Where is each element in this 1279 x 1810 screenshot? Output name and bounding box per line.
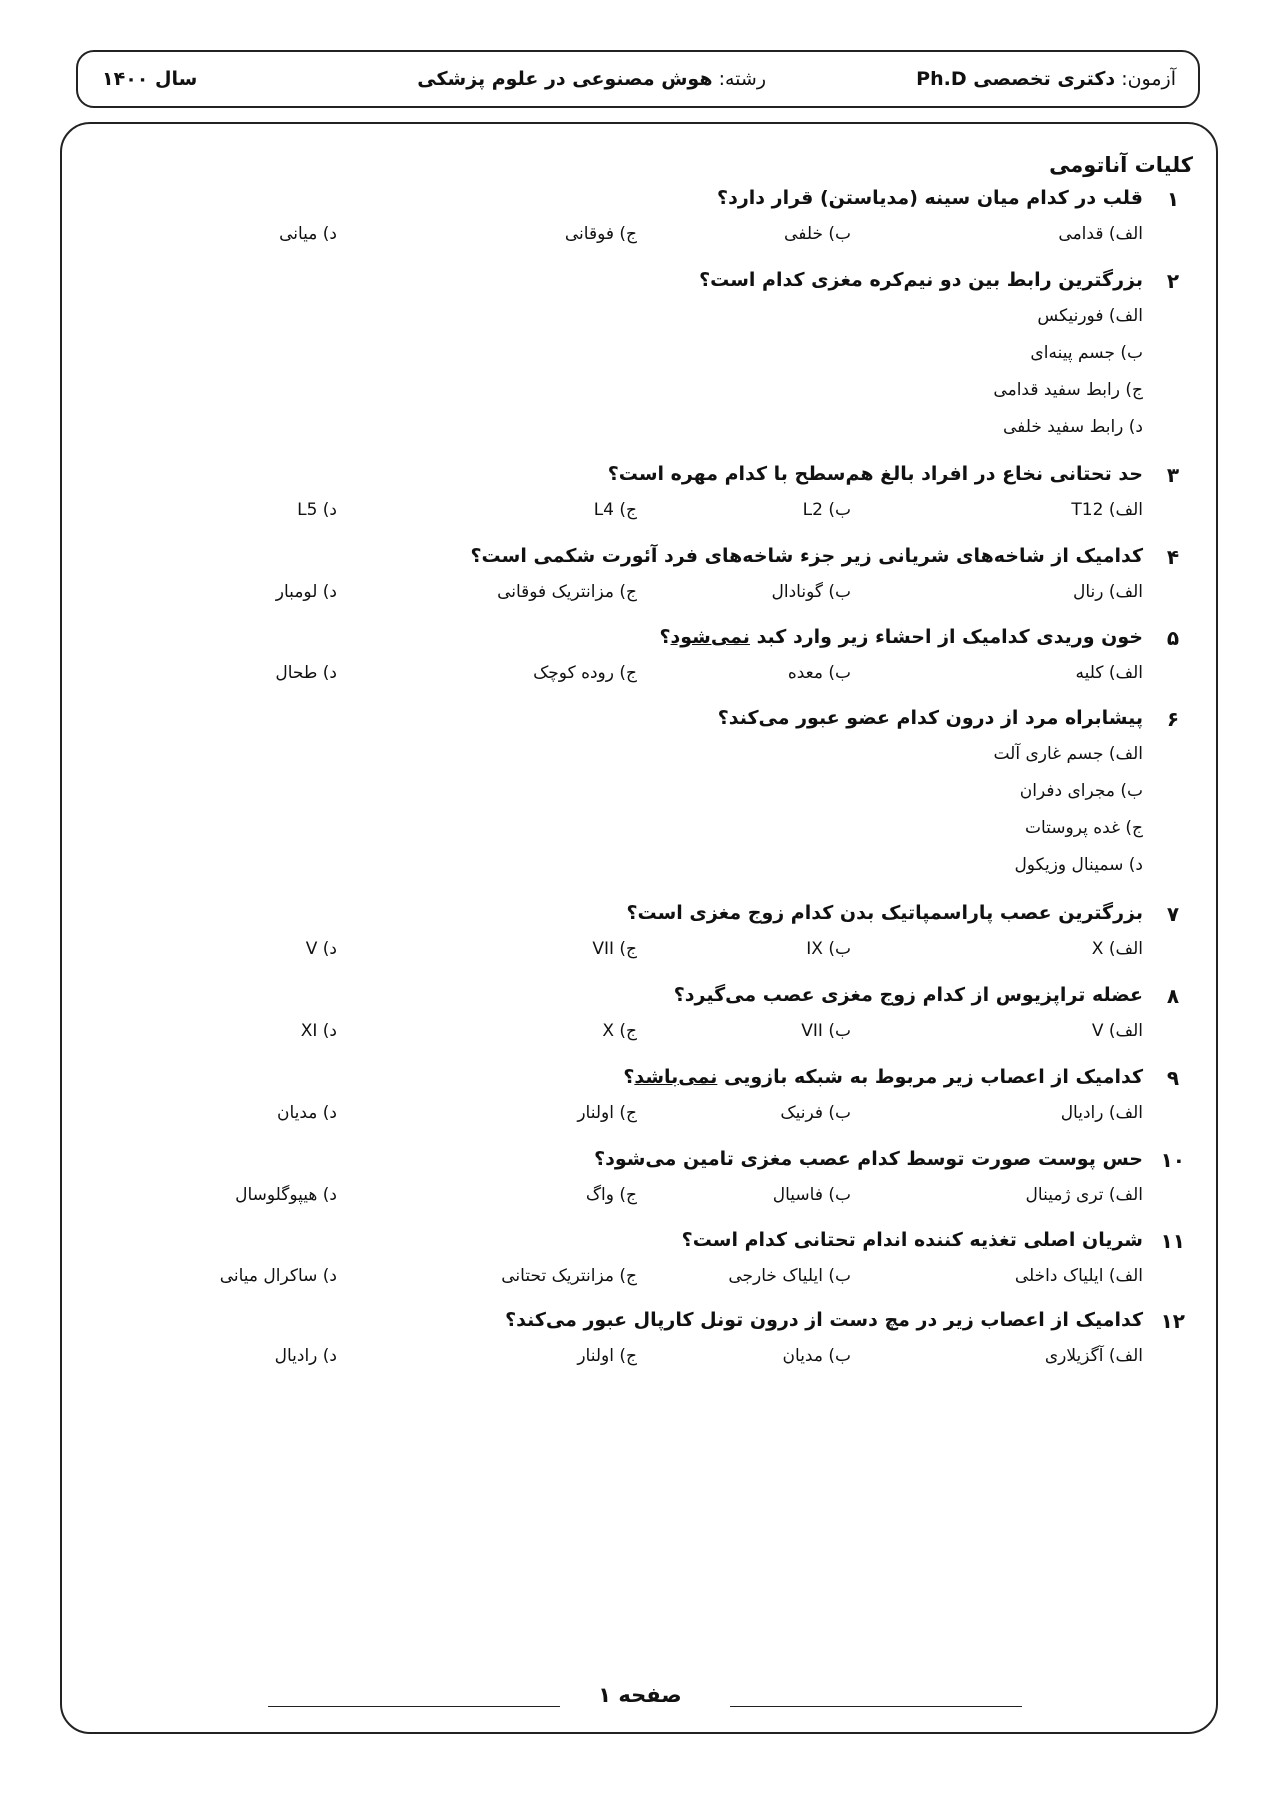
question-number: ۲ <box>1166 269 1180 293</box>
option-b: ب) گونادال <box>771 582 851 602</box>
option-a: الف) کلیه <box>1075 663 1143 683</box>
option-c: ج) روده کوچک <box>533 663 637 683</box>
exam-field: رشته: هوش مصنوعی در علوم پزشکی <box>417 68 766 90</box>
option-b: ب) ایلیاک خارجی <box>728 1266 851 1286</box>
question-text: پیشابراه مرد از درون کدام عضو عبور می‌کند؟ <box>717 707 1143 729</box>
footer-rule-left <box>268 1706 560 1707</box>
option-a: الف) T12 <box>1071 500 1143 520</box>
option-d: د) ساکرال میانی <box>219 1266 337 1286</box>
option-b: ب) مدیان <box>782 1346 851 1366</box>
question-number: ۳ <box>1166 463 1180 487</box>
option-a: الف) تری ژمینال <box>1025 1185 1143 1205</box>
exam-header <box>76 50 1200 108</box>
negation-emphasis: نمی‌شود <box>670 626 750 648</box>
option-d: د) مدیان <box>276 1103 337 1123</box>
option-c: ج) رابط سفید قدامی <box>993 380 1143 400</box>
question-text: کدامیک از اعصاب زیر مربوط به شبکه بازویی نمی‌باشد؟ <box>623 1066 1143 1088</box>
option-d: د) رادیال <box>274 1346 337 1366</box>
option-a: الف) X <box>1091 939 1143 959</box>
negation-emphasis: نمی‌باشد <box>634 1066 718 1088</box>
section-title: کلیات آناتومی <box>1049 153 1193 177</box>
option-d: د) L5 <box>297 500 337 520</box>
option-b: ب) معده <box>787 663 851 683</box>
question-text: شریان اصلی تغذیه کننده اندام تحتانی کدام است؟ <box>681 1229 1143 1251</box>
question-number: ۹ <box>1166 1066 1180 1090</box>
question-text: کدامیک از اعصاب زیر در مچ دست از درون تونل کارپال عبور می‌کند؟ <box>505 1309 1143 1331</box>
page-number: صفحه ۱ <box>560 1683 720 1707</box>
option-d: د) هیپوگلوسال <box>235 1185 337 1205</box>
footer-rule-right <box>730 1706 1022 1707</box>
question-text: قلب در کدام میان سینه (مدیاستن) قرار دارد؟ <box>717 187 1143 209</box>
question-sheet <box>60 122 1218 1734</box>
question-number: ۶ <box>1166 707 1180 731</box>
option-b: ب) فاسیال <box>772 1185 851 1205</box>
question-number: ۵ <box>1166 626 1180 650</box>
option-d: د) V <box>305 939 337 959</box>
question-number: ۱۰ <box>1160 1148 1185 1172</box>
option-c: ج) غده پروستات <box>1024 818 1143 838</box>
option-c: ج) فوقانی <box>564 224 637 244</box>
question-text: حد تحتانی نخاع در افراد بالغ هم‌سطح با کدام مهره است؟ <box>607 463 1143 485</box>
option-a: الف) قدامی <box>1058 224 1143 244</box>
question-text: بزرگترین عصب پاراسمپاتیک بدن کدام زوج مغزی است؟ <box>626 902 1143 924</box>
question-number: ۱۱ <box>1160 1229 1185 1253</box>
option-b: ب) IX <box>806 939 851 959</box>
option-c: ج) مزانتریک تحتانی <box>501 1266 637 1286</box>
option-c: ج) VII <box>592 939 637 959</box>
option-c: ج) اولنار <box>577 1103 637 1123</box>
option-d: د) میانی <box>279 224 337 244</box>
question-text: عضله تراپزیوس از کدام زوج مغزی عصب می‌گیرد؟ <box>673 984 1143 1006</box>
option-d: د) سمینال وزیکول <box>1014 855 1143 875</box>
option-d: د) لومبار <box>275 582 337 602</box>
question-number: ۸ <box>1166 984 1180 1008</box>
option-d: د) رابط سفید خلفی <box>1002 417 1143 437</box>
option-a: الف) V <box>1091 1021 1143 1041</box>
option-a: الف) فورنیکس <box>1037 306 1143 326</box>
option-c: ج) اولنار <box>577 1346 637 1366</box>
option-a: الف) جسم غاری آلت <box>993 744 1143 764</box>
option-a: الف) رادیال <box>1060 1103 1143 1123</box>
question-number: ۱۲ <box>1160 1309 1185 1333</box>
question-text: خون وریدی کدامیک از احشاء زیر وارد کبد نمی‌شود؟ <box>659 626 1143 648</box>
exam-year: سال ۱۴۰۰ <box>102 68 198 90</box>
question-text: کدامیک از شاخه‌های شریانی زیر جزء شاخه‌های فرد آئورت شکمی است؟ <box>470 545 1143 567</box>
question-number: ۱ <box>1166 187 1180 211</box>
option-c: ج) L4 <box>593 500 637 520</box>
question-number: ۴ <box>1166 545 1180 569</box>
exam-title: آزمون: دکتری تخصصی Ph.D <box>916 68 1176 90</box>
option-a: الف) آگزیلاری <box>1044 1346 1143 1366</box>
option-a: الف) رنال <box>1072 582 1143 602</box>
option-c: ج) X <box>602 1021 637 1041</box>
option-b: ب) خلفی <box>784 224 851 244</box>
option-d: د) XI <box>300 1021 337 1041</box>
option-b: ب) جسم پینه‌ای <box>1030 343 1143 363</box>
question-text: حس پوست صورت توسط کدام عصب مغزی تامین می‌شود؟ <box>594 1148 1143 1170</box>
option-d: د) طحال <box>275 663 337 683</box>
option-c: ج) واگ <box>585 1185 637 1205</box>
option-b: ب) VII <box>801 1021 851 1041</box>
option-a: الف) ایلیاک داخلی <box>1014 1266 1143 1286</box>
question-number: ۷ <box>1166 902 1180 926</box>
option-c: ج) مزانتریک فوقانی <box>497 582 637 602</box>
option-b: ب) L2 <box>802 500 851 520</box>
question-text: بزرگترین رابط بین دو نیم‌کره مغزی کدام است؟ <box>699 269 1143 291</box>
option-b: ب) فرنیک <box>780 1103 851 1123</box>
option-b: ب) مجرای دفران <box>1019 781 1143 801</box>
